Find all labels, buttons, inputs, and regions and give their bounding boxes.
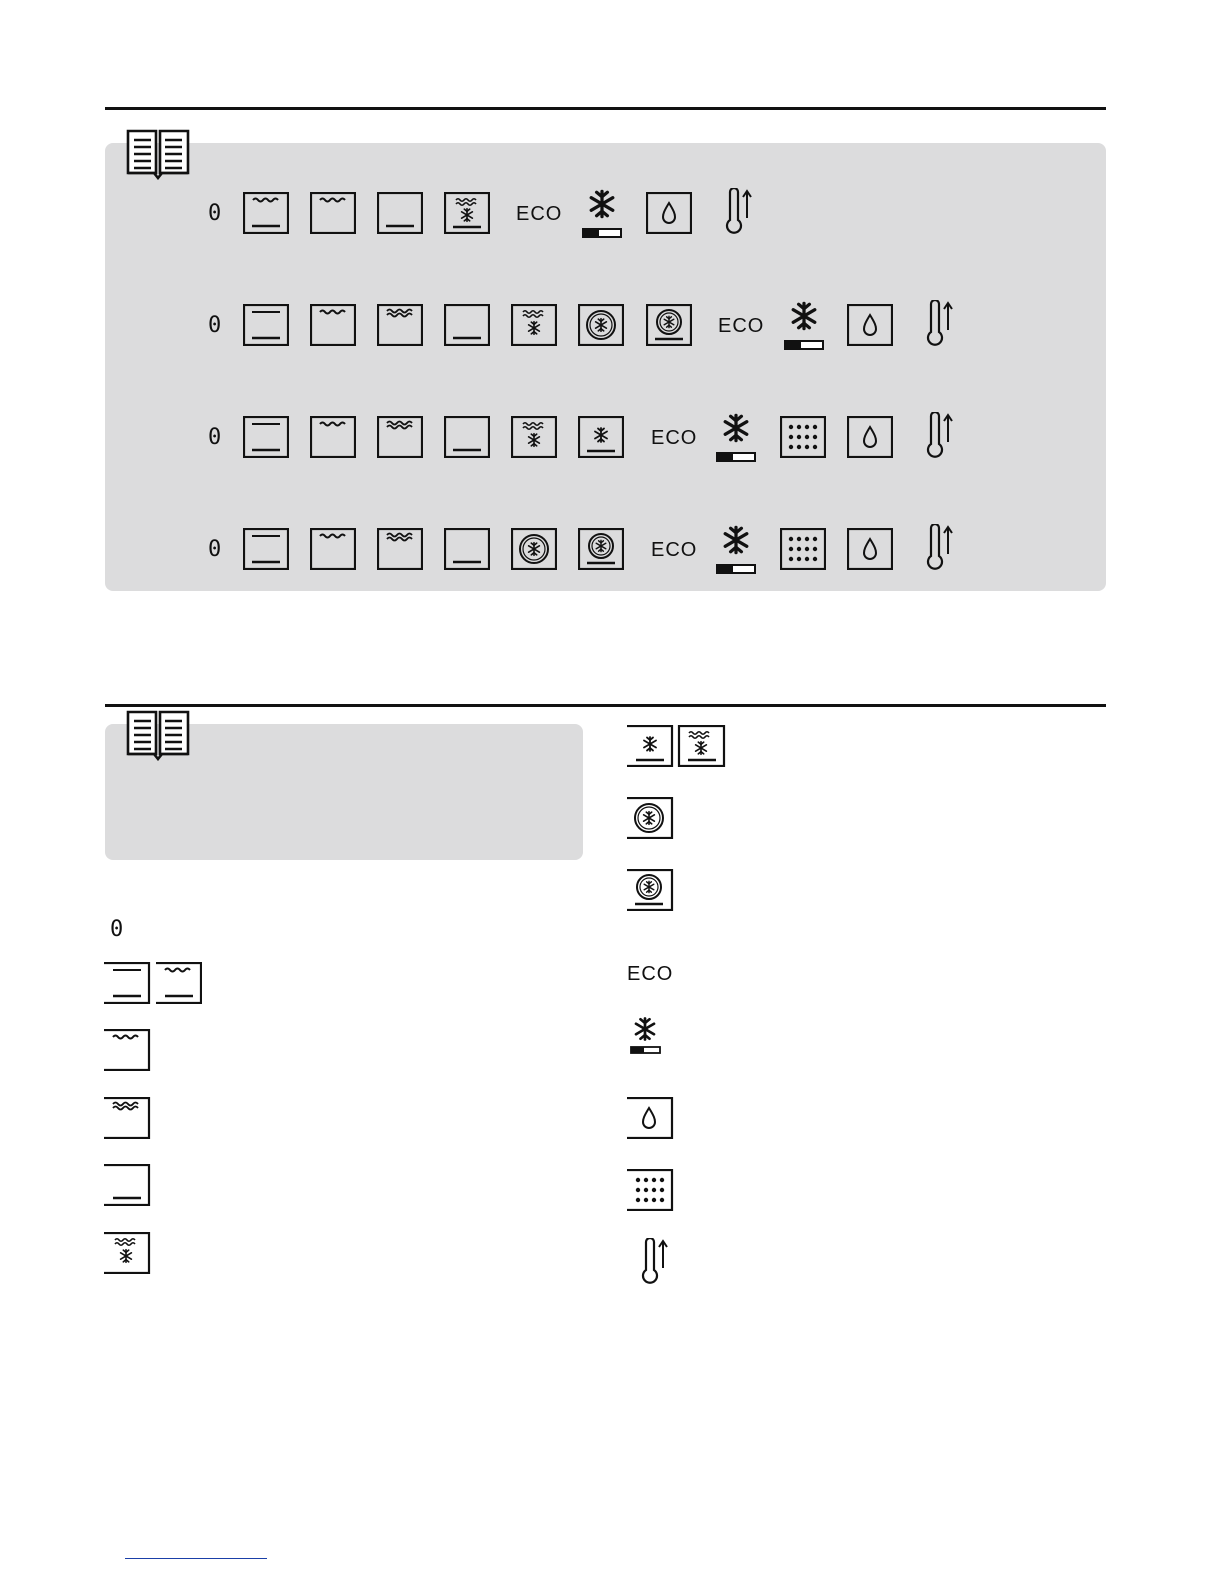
defrost-icon — [714, 410, 758, 464]
hot-air-bottom-heat-icon — [646, 304, 692, 346]
legend-thermometer-arrow-icon — [638, 1238, 672, 1286]
eco-label: ECO — [651, 539, 698, 561]
bottom-heat-icon — [444, 416, 490, 458]
dots-grid-icon — [780, 416, 826, 458]
top-bottom-heat-icon — [243, 304, 289, 346]
defrost-icon — [782, 298, 826, 352]
section-rule-bottom — [105, 704, 1106, 707]
water-drop-icon — [847, 528, 893, 570]
grill-fan-icon — [511, 304, 557, 346]
legend-hot-air-icon — [626, 797, 674, 839]
legend-grill-fan-icon — [104, 1232, 151, 1274]
hot-air-icon — [511, 528, 557, 570]
grill-icon — [377, 416, 423, 458]
section-rule-top — [105, 107, 1106, 110]
legend-fan-grill-pair-icon — [626, 725, 726, 767]
water-drop-icon — [847, 416, 893, 458]
grill-fan-icon — [444, 192, 490, 234]
water-drop-icon — [646, 192, 692, 234]
legend-water-drop-icon — [626, 1097, 674, 1139]
eco-label: ECO — [718, 315, 765, 337]
off-symbol: 0 — [208, 313, 222, 338]
grill-icon — [377, 304, 423, 346]
legend-defrost-icon — [628, 1014, 664, 1056]
off-symbol: 0 — [208, 537, 222, 562]
dots-grid-icon — [780, 528, 826, 570]
bottom-heat-icon — [444, 304, 490, 346]
legend-top-bottom-heat-icon — [104, 962, 202, 1004]
eco-label: ECO — [651, 427, 698, 449]
hot-air-icon — [578, 304, 624, 346]
defrost-icon — [714, 522, 758, 576]
top-heat-icon — [310, 528, 356, 570]
legend-grill-icon — [104, 1097, 151, 1139]
legend-dots-grid-icon — [626, 1169, 674, 1211]
off-symbol: 0 — [208, 201, 222, 226]
legend-eco-label: ECO — [627, 963, 674, 985]
defrost-icon — [580, 186, 624, 240]
footer-link-underline[interactable] — [125, 1558, 267, 1559]
legend-top-heat-icon — [104, 1029, 151, 1071]
thermometer-arrow-icon — [722, 188, 756, 236]
eco-label: ECO — [516, 203, 563, 225]
fan-bottom-heat-icon — [578, 416, 624, 458]
grill-fan-icon — [511, 416, 557, 458]
bottom-heat-icon — [377, 192, 423, 234]
top-bottom-heat-icon — [243, 528, 289, 570]
open-book-icon — [125, 128, 191, 180]
grill-icon — [377, 528, 423, 570]
top-bottom-heat-icon — [243, 192, 289, 234]
bottom-heat-icon — [444, 528, 490, 570]
top-heat-icon — [310, 304, 356, 346]
open-book-icon — [125, 709, 191, 761]
legend-hot-air-bottom-heat-icon — [626, 869, 674, 911]
thermometer-arrow-icon — [923, 300, 957, 348]
off-symbol: 0 — [208, 425, 222, 450]
top-heat-icon — [310, 192, 356, 234]
top-heat-icon — [310, 416, 356, 458]
thermometer-arrow-icon — [923, 524, 957, 572]
hot-air-bottom-heat-icon — [578, 528, 624, 570]
top-bottom-heat-icon — [243, 416, 289, 458]
legend-off-symbol: 0 — [110, 917, 124, 942]
thermometer-arrow-icon — [923, 412, 957, 460]
water-drop-icon — [847, 304, 893, 346]
legend-bottom-heat-icon — [104, 1164, 151, 1206]
